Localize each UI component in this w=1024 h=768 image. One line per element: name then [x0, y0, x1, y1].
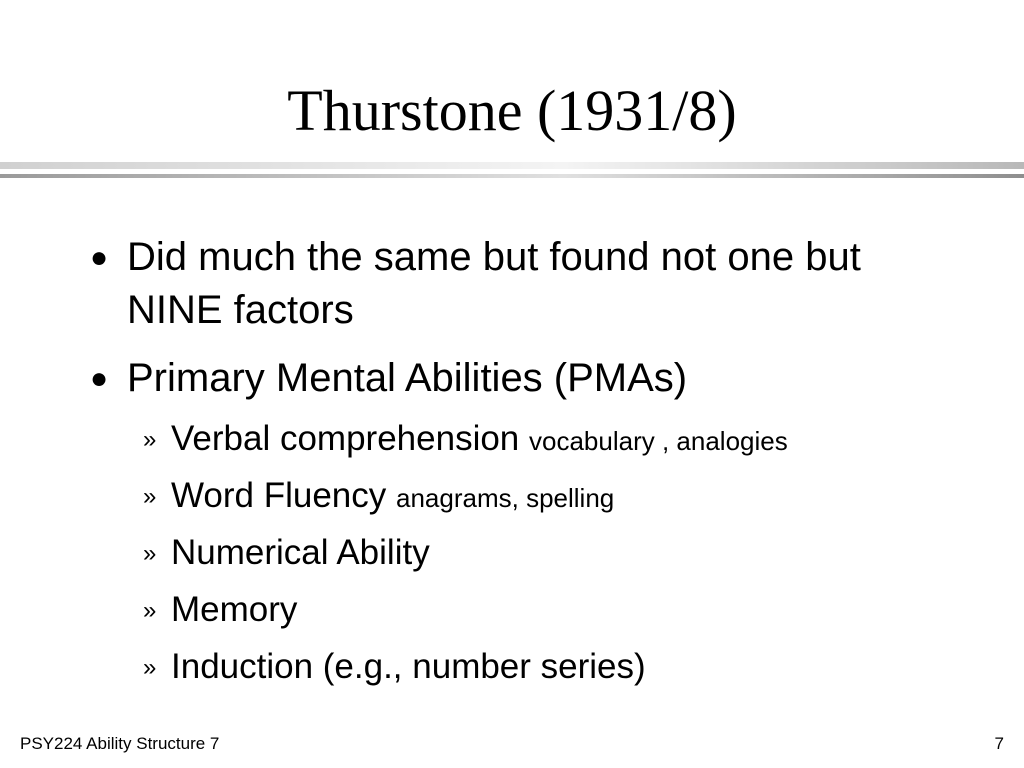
footer-page-number: 7 — [994, 734, 1004, 753]
sub-bullet-main-text: Word Fluency — [171, 476, 387, 515]
sub-bullet-marker-icon: » — [143, 597, 157, 624]
sub-bullet-main-text: Memory — [171, 590, 298, 629]
sub-bullet-main-text: Induction (e.g., number series) — [171, 647, 646, 686]
footer-course-label: PSY224 Ability Structure 7 — [20, 734, 220, 753]
sub-bullet-marker-icon: » — [143, 654, 157, 681]
bullet-text: Did much the same but found not one but NINE factors — [127, 235, 861, 332]
sub-bullet-marker-icon: » — [143, 540, 157, 567]
sub-bullet-main-text: Verbal comprehension — [171, 419, 520, 458]
bullet-text: Primary Mental Abilities (PMAs) — [127, 356, 688, 400]
bullet-item — [90, 231, 950, 337]
sub-bullet-detail-text: anagrams, spelling — [396, 483, 615, 513]
bullet-dot-icon: ● — [90, 241, 109, 274]
sub-bullet-item — [143, 646, 1003, 689]
sub-bullet-marker-icon: » — [143, 426, 157, 453]
sub-bullet-marker-icon: » — [143, 483, 157, 510]
slide-title: Thurstone (1931/8) — [287, 78, 737, 143]
sub-bullet-item — [143, 418, 1003, 462]
sub-bullet-item — [143, 532, 1003, 575]
sub-bullet-item — [143, 589, 1003, 632]
bullet-dot-icon: ● — [90, 362, 109, 395]
title-divider-bottom — [0, 174, 1024, 178]
sub-bullet-item — [143, 475, 1003, 519]
sub-bullet-main-text: Numerical Ability — [171, 533, 430, 572]
title-divider-top — [0, 162, 1024, 169]
bullet-item — [90, 352, 950, 405]
sub-bullet-detail-text: vocabulary , analogies — [529, 426, 788, 456]
